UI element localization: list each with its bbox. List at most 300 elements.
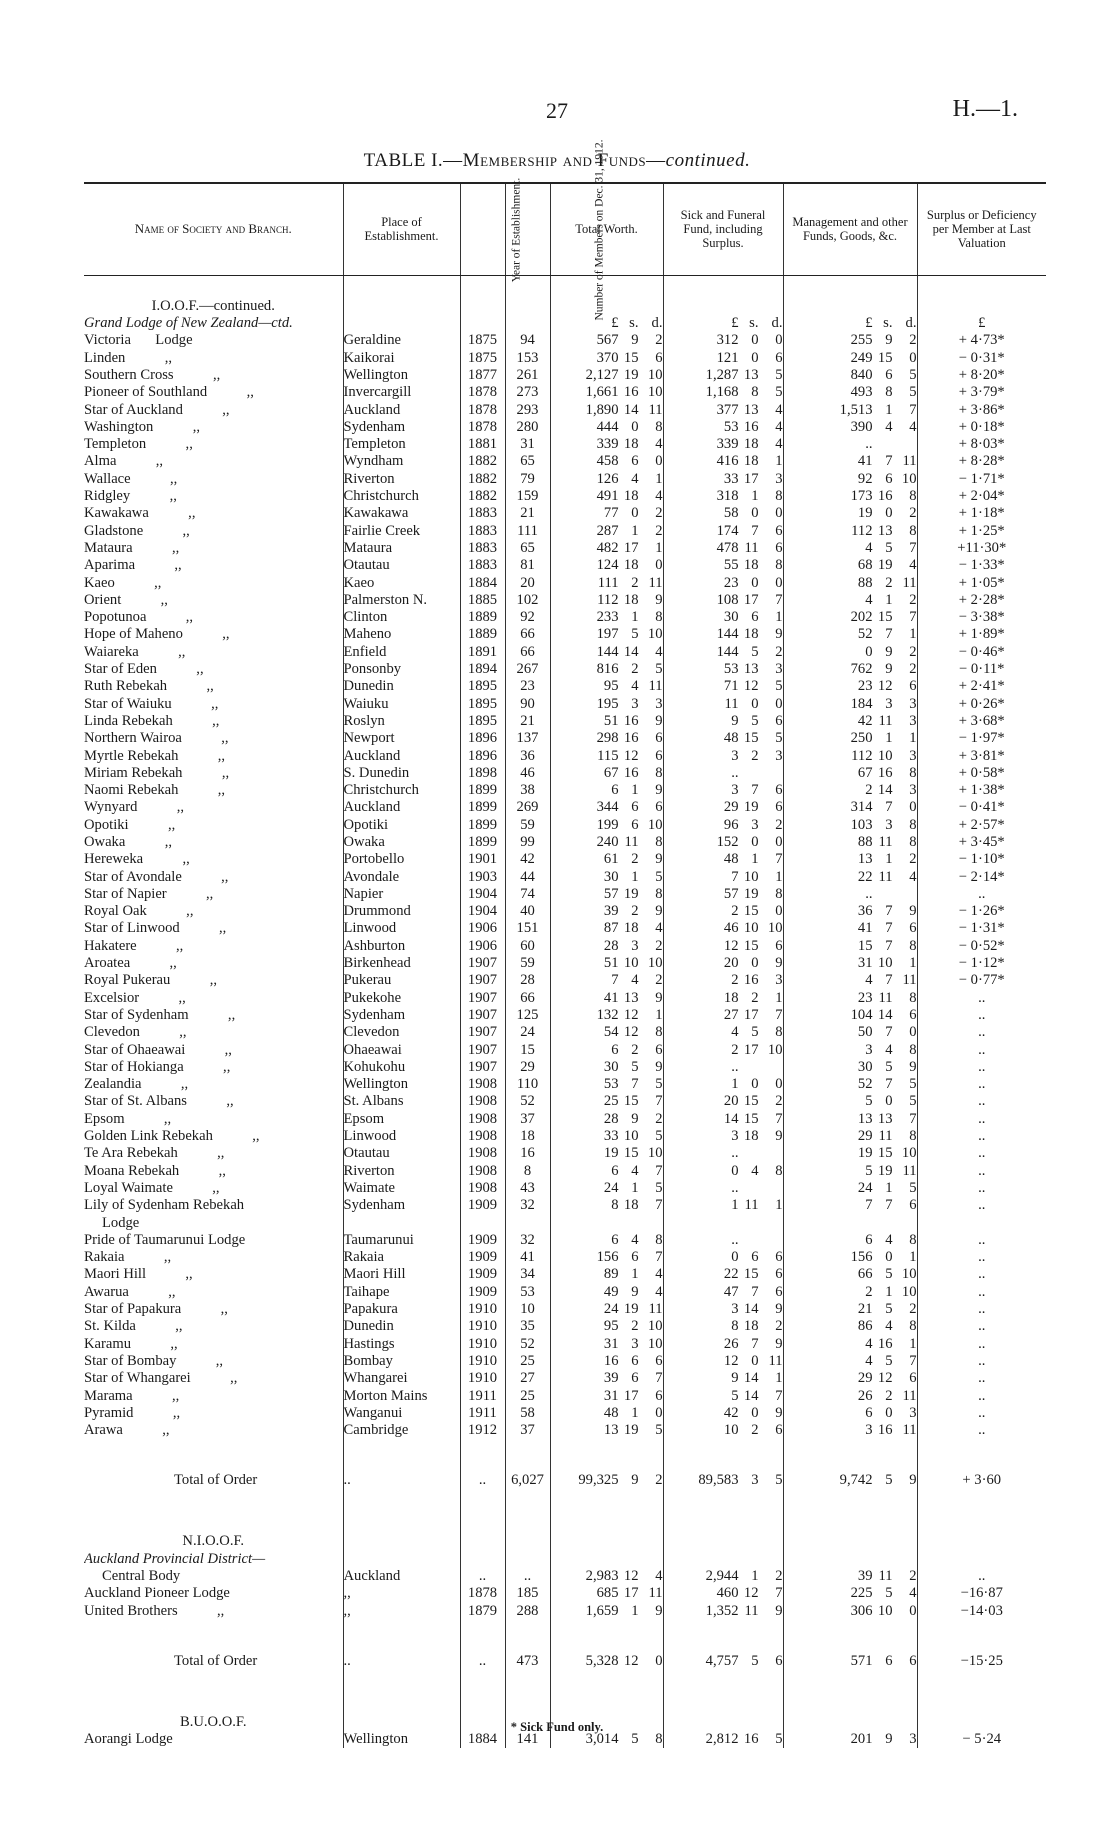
sick-fund-pence: 5: [775, 384, 783, 401]
year-cell: 1907: [460, 1041, 505, 1058]
members-cell: 10: [505, 1301, 550, 1318]
total-worth-cell: [550, 1283, 663, 1300]
mgmt-fund-shillings: 11: [878, 1567, 893, 1584]
year-cell: 1904: [460, 903, 505, 920]
mgmt-fund-cell: [783, 955, 917, 972]
branch-name-text: Kaeo: [84, 574, 115, 591]
branch-name-text: Star of Hokianga: [84, 1058, 184, 1075]
total-worth-shillings: 1: [631, 609, 639, 626]
members-cell: 37: [505, 1422, 550, 1439]
spacer-cell: [460, 275, 505, 298]
year-cell: 1883: [460, 522, 505, 539]
branch-name-text: Auckland Pioneer Lodge: [84, 1585, 230, 1602]
place-cell: St. Albans: [343, 1093, 460, 1110]
sick-fund-cell: [663, 367, 783, 384]
total-worth-amount: [571, 1076, 663, 1093]
total-worth-cell: [550, 1335, 663, 1352]
sick-fund-shillings: 15: [743, 730, 759, 747]
total-worth-shillings: 17: [623, 1387, 639, 1404]
mgmt-fund-cell: [783, 1318, 917, 1335]
sick-fund-cell: [663, 1585, 783, 1602]
table-row: [84, 488, 1046, 505]
sick-fund-cell: [663, 1387, 783, 1404]
year-cell: 1895: [460, 678, 505, 695]
ditto-mark: ,,: [223, 1058, 231, 1075]
branch-name-text: Pride of Taumarunui Lodge: [84, 1231, 246, 1248]
mgmt-fund-pounds: 36: [857, 903, 873, 920]
mgmt-fund-amount: [825, 505, 917, 522]
total-worth-shillings: 10: [623, 1128, 639, 1145]
mgmt-fund-pence: 5: [909, 384, 917, 401]
total-worth-amount: [571, 436, 663, 453]
mgmt-fund-pounds: 3: [865, 1422, 873, 1439]
total-worth-amount: [571, 575, 663, 592]
sick-fund-cell: [663, 1461, 783, 1489]
place-cell: Christchurch: [343, 782, 460, 799]
mgmt-fund-cell: [783, 367, 917, 384]
total-worth-cell: [550, 1422, 663, 1439]
members-cell: 46: [505, 765, 550, 782]
mgmt-fund-pence: 6: [909, 1652, 917, 1669]
mgmt-fund-cell: [783, 1145, 917, 1162]
total-worth-amount: [571, 955, 663, 972]
sick-fund-amount: [691, 453, 783, 470]
members-cell: 94: [505, 332, 550, 349]
surplus-cell: + 8·03*: [917, 436, 1046, 453]
branch-name-text: Lodge: [102, 1214, 140, 1231]
mgmt-fund-shillings: 7: [885, 1024, 893, 1041]
total-worth-pence: 10: [647, 366, 663, 383]
sick-fund-shillings: 13: [743, 366, 759, 383]
ditto-mark: ,,: [170, 1335, 178, 1352]
empty-cell: [663, 1550, 783, 1567]
mgmt-fund-cell: [783, 1585, 917, 1602]
table-row: [84, 1093, 1046, 1110]
mgmt-fund-pence: 8: [909, 816, 917, 833]
sick-fund-shillings: 5: [751, 712, 759, 729]
total-worth-amount: [571, 1370, 663, 1387]
table-row: [84, 1283, 1046, 1300]
sick-fund-pence: 1: [775, 868, 783, 885]
total-worth-pence: 10: [647, 1318, 663, 1335]
mgmt-fund-shillings: 1: [885, 591, 893, 608]
spacer-cell: [783, 1620, 917, 1642]
sick-fund-pounds: 57: [723, 885, 739, 902]
sick-fund-shillings: 8: [751, 384, 759, 401]
mgmt-fund-pounds: 50: [857, 1024, 873, 1041]
members-cell: 23: [505, 678, 550, 695]
sick-fund-amount: [691, 1111, 783, 1128]
sick-fund-amount: [691, 955, 783, 972]
total-worth-pence: 8: [655, 418, 663, 435]
total-worth-shillings: 7: [631, 1076, 639, 1093]
total-worth-cell: [550, 937, 663, 954]
mgmt-fund-amount: [825, 1370, 917, 1387]
branch-name-text: Gladstone: [84, 522, 144, 539]
total-worth-shillings: 15: [623, 1145, 639, 1162]
branch-name-text: Epsom: [84, 1110, 125, 1127]
mgmt-fund-pounds: 41: [857, 920, 873, 937]
mgmt-fund-cell: [783, 1162, 917, 1179]
year-cell: 1909: [460, 1197, 505, 1214]
sick-fund-cell: [663, 955, 783, 972]
spacer-row: [84, 1489, 1046, 1511]
place-cell: Waimate: [343, 1180, 460, 1197]
mgmt-fund-amount: [825, 955, 917, 972]
mgmt-fund-pence: 9: [909, 1058, 917, 1075]
branch-name-text: Owaka: [84, 834, 126, 850]
place-cell: ..: [343, 1642, 460, 1670]
total-worth-shillings: 6: [631, 816, 639, 833]
table-row: [84, 1145, 1046, 1162]
total-worth-pence: 8: [655, 834, 663, 850]
sick-fund-pence: 6: [775, 937, 783, 954]
place-cell: Portobello: [343, 851, 460, 868]
table-row: [84, 592, 1046, 609]
mgmt-fund-shillings: 14: [877, 782, 893, 799]
total-worth-pounds: 112: [597, 591, 619, 608]
sick-fund-shillings: 14: [743, 1301, 759, 1318]
members-cell: 267: [505, 661, 550, 678]
total-worth-shillings: 18: [623, 591, 639, 608]
year-cell: 1883: [460, 505, 505, 522]
branch-name-text: Star of St. Albans: [84, 1093, 187, 1110]
surplus-cell: ..: [917, 1301, 1046, 1318]
place-cell: Ashburton: [343, 937, 460, 954]
year-cell: 1878: [460, 419, 505, 436]
table-body: [84, 275, 1046, 1748]
total-worth-cell: [550, 1602, 663, 1619]
mgmt-fund-shillings: 3: [885, 816, 893, 833]
total-worth-cell: [550, 367, 663, 384]
sick-fund-pounds: 58: [723, 505, 739, 522]
branch-name: [84, 937, 343, 954]
total-worth-amount: [571, 782, 663, 799]
sick-fund-pounds: 0: [731, 1249, 739, 1266]
total-worth-pence: 6: [655, 1387, 663, 1404]
sick-fund-cell: [663, 989, 783, 1006]
members-cell: 29: [505, 1059, 550, 1076]
empty-cell: [460, 1533, 505, 1550]
sick-fund-currency-cell: [663, 315, 783, 332]
sick-fund-cell: [663, 1642, 783, 1670]
sick-fund-pence: 4: [775, 436, 783, 453]
sick-fund-pounds: 29: [723, 799, 739, 816]
ditto-mark: ,,: [230, 1370, 238, 1387]
sick-fund-shillings: 0: [751, 574, 759, 591]
members-cell: 66: [505, 643, 550, 660]
mgmt-fund-shillings: 1: [885, 1283, 893, 1300]
place-cell: Pukekohe: [343, 989, 460, 1006]
ditto-mark: ,,: [246, 384, 254, 401]
sick-fund-pence: 5: [775, 1731, 783, 1748]
mgmt-fund-shillings: 19: [877, 1162, 893, 1179]
sick-fund-amount: [691, 1284, 783, 1301]
branch-name-text: Hakatere: [84, 937, 137, 954]
total-worth-cell: [550, 989, 663, 1006]
mgmt-fund-pounds: 103: [850, 816, 873, 833]
sick-fund-amount: [691, 644, 783, 661]
total-worth-cell: [550, 1162, 663, 1179]
total-worth-shillings: 1: [631, 522, 639, 539]
surplus-cell: + 1·25*: [917, 522, 1046, 539]
mgmt-fund-shillings: 7: [885, 972, 893, 989]
total-worth-amount: [571, 523, 663, 540]
ditto-mark: ,,: [178, 989, 186, 1006]
section-subheading: [84, 315, 1046, 332]
total-worth-shillings: 9: [631, 1472, 639, 1489]
ditto-mark: ,,: [206, 678, 214, 695]
mgmt-fund-amount: [825, 817, 917, 834]
total-worth-amount: [571, 990, 663, 1007]
mgmt-fund-cell: [783, 1007, 917, 1024]
ditto-mark: ,,: [160, 591, 168, 608]
sick-fund-pence: 6: [775, 799, 783, 816]
mgmt-fund-pounds: 15: [857, 937, 873, 954]
total-worth-pence: 4: [655, 920, 663, 937]
total-worth-cell: [550, 1059, 663, 1076]
mgmt-fund-currency-cell: [783, 315, 917, 332]
mgmt-fund-shillings: 7: [885, 626, 893, 643]
table-row: [84, 643, 1046, 660]
surplus-cell: ..: [917, 1249, 1046, 1266]
year-cell: 1907: [460, 955, 505, 972]
surplus-cell: + 2·04*: [917, 488, 1046, 505]
sick-fund-amount: [691, 713, 783, 730]
sick-fund-amount: [691, 1266, 783, 1283]
sick-fund-pounds: 96: [723, 816, 739, 833]
total-worth-pence: 10: [647, 816, 663, 833]
sick-fund-shillings: 17: [743, 591, 759, 608]
total-worth-pounds: 6: [611, 1041, 619, 1058]
mgmt-fund-pence: 8: [909, 937, 917, 954]
members-cell: ..: [505, 1568, 550, 1585]
total-worth-cell: [550, 661, 663, 678]
total-worth-shillings: 9: [631, 1283, 639, 1300]
branch-name-text: Central Body: [102, 1567, 181, 1584]
mgmt-fund-pounds: 390: [850, 418, 873, 435]
total-worth-amount: [571, 1042, 663, 1059]
mgmt-fund-cell: [783, 851, 917, 868]
table-row: [84, 384, 1046, 401]
mgmt-fund-amount: [825, 834, 917, 851]
members-cell: 79: [505, 470, 550, 487]
total-worth-pounds: 28: [603, 1110, 619, 1127]
ditto-mark: ,,: [176, 937, 184, 954]
surplus-cell: + 1·05*: [917, 574, 1046, 591]
sick-fund-amount: [691, 350, 783, 367]
sick-fund-pounds: 55: [723, 557, 739, 574]
year-cell: 1891: [460, 643, 505, 660]
mgmt-fund-cell: [783, 1110, 917, 1127]
mgmt-fund-cell: [783, 557, 917, 574]
mgmt-fund-pence: 11: [902, 1162, 917, 1179]
total-worth-pence: 4: [655, 1266, 663, 1283]
total-worth-shillings: 10: [623, 955, 639, 972]
sick-fund-shillings: 15: [743, 903, 759, 920]
mgmt-fund-pounds: 9,742: [839, 1472, 873, 1489]
total-worth-pence: 10: [647, 384, 663, 401]
members-cell: 20: [505, 574, 550, 591]
total-worth-shillings: 19: [623, 366, 639, 383]
members-cell: 15: [505, 1041, 550, 1058]
sick-fund-pounds: 2,944: [705, 1567, 739, 1584]
branch-name-text: Templeton: [84, 436, 147, 453]
branch-name-text: Karamu: [84, 1335, 132, 1352]
branch-name-text: Marama: [84, 1387, 133, 1404]
sick-fund-pence: 0: [775, 695, 783, 712]
sick-fund-shillings: 15: [743, 1266, 759, 1283]
mgmt-fund-shillings: 10: [877, 747, 893, 764]
empty-cell: [343, 1550, 460, 1567]
total-worth-cell: [550, 972, 663, 989]
sick-fund-amount: [691, 1007, 783, 1024]
mgmt-fund-pounds: 202: [850, 609, 873, 626]
year-cell: 1883: [460, 557, 505, 574]
total-worth-shillings: 12: [623, 747, 639, 764]
total-worth-cell: [550, 592, 663, 609]
col-name-header: Name of Society and Branch.: [84, 183, 343, 275]
sick-fund-pounds: 2: [731, 903, 739, 920]
mgmt-fund-amount: [825, 626, 917, 643]
year-cell: 1899: [460, 834, 505, 851]
sick-fund-pounds: 2,812: [705, 1731, 739, 1748]
place-cell: Opotiki: [343, 816, 460, 833]
spacer-cell: [550, 1692, 663, 1714]
sick-fund-pounds: 26: [723, 1335, 739, 1352]
sick-fund-cell: [663, 1007, 783, 1024]
total-worth-pounds: 49: [603, 1283, 619, 1300]
members-cell: 59: [505, 955, 550, 972]
table-row: [84, 678, 1046, 695]
spacer-cell: [84, 1511, 343, 1533]
col-year-header: Year of Establishment.: [460, 183, 505, 275]
place-cell: Ohaeawai: [343, 1041, 460, 1058]
total-worth-shillings: 19: [623, 1422, 639, 1439]
sick-fund-shillings: 16: [743, 418, 759, 435]
sick-fund-pounds: 47: [723, 1283, 739, 1300]
mgmt-fund-pounds: 4: [865, 539, 873, 556]
mgmt-fund-pounds: 571: [850, 1652, 873, 1669]
table-row: [84, 903, 1046, 920]
sick-fund-pence: 6: [775, 539, 783, 556]
spacer-cell: [343, 1489, 460, 1511]
mgmt-fund-pounds: 52: [857, 626, 873, 643]
spacer-cell: [505, 1620, 550, 1642]
mgmt-fund-pounds: 249: [850, 349, 873, 366]
mgmt-fund-pence: 0: [909, 349, 917, 366]
sick-fund-amount: [691, 1180, 783, 1197]
sick-fund-pounds: 22: [723, 1266, 739, 1283]
total-worth-cell: [550, 1353, 663, 1370]
ditto-mark: ,,: [217, 782, 226, 799]
sick-fund-cell: [663, 1232, 783, 1249]
table-row: [84, 505, 1046, 522]
sick-fund-shillings: 10: [743, 868, 759, 885]
total-worth-amount: [571, 938, 663, 955]
mgmt-fund-pounds: 2: [865, 782, 873, 799]
sick-fund-shillings: 16: [743, 1731, 759, 1748]
sick-fund-pence: 9: [775, 1128, 783, 1145]
sick-fund-shillings: 12: [743, 1585, 759, 1602]
total-worth-cell: [550, 1180, 663, 1197]
place-cell: Roslyn: [343, 713, 460, 730]
spacer-cell: [343, 1692, 460, 1714]
sick-fund-currency-pounds: £: [731, 315, 739, 332]
place-cell: Wanganui: [343, 1405, 460, 1422]
year-cell: ..: [460, 1568, 505, 1585]
total-worth-cell: [550, 332, 663, 349]
total-worth-pounds: 19: [603, 1145, 619, 1162]
mgmt-fund-pounds: 762: [850, 661, 873, 678]
members-cell: 59: [505, 816, 550, 833]
surplus-cell: − 1·12*: [917, 955, 1046, 972]
mgmt-fund-pounds: 306: [850, 1602, 873, 1619]
place-cell: Taumarunui: [343, 1232, 460, 1249]
sick-fund-cell: [663, 1180, 783, 1197]
year-cell: 1908: [460, 1162, 505, 1179]
sick-fund-cell: [663, 401, 783, 418]
total-worth-amount: [571, 1301, 663, 1318]
mgmt-fund-amount: [825, 972, 917, 989]
total-worth-shillings: 3: [631, 695, 639, 712]
ditto-mark: ,,: [221, 730, 229, 747]
members-cell: 74: [505, 886, 550, 903]
sick-fund-pence: 5: [775, 730, 783, 747]
mgmt-fund-shillings: 16: [877, 764, 893, 781]
sick-fund-pounds: 7: [731, 868, 739, 885]
branch-name-text: Aroatea: [84, 955, 131, 972]
total-worth-shillings: 1: [631, 1602, 639, 1619]
spacer-cell: [663, 1439, 783, 1461]
mgmt-fund-shillings: 10: [877, 955, 893, 972]
sick-fund-amount: [691, 1472, 783, 1489]
ditto-mark: ,,: [227, 1006, 236, 1023]
branch-name-text: Star of Avondale: [84, 868, 182, 885]
sick-fund-pounds: ..: [731, 1145, 739, 1162]
total-worth-pounds: 8: [611, 1197, 619, 1214]
mgmt-fund-pounds: 13: [857, 1110, 873, 1127]
total-worth-shillings: 6: [631, 1352, 639, 1369]
ditto-mark: ,,: [169, 955, 177, 972]
sick-fund-amount: [691, 990, 783, 1007]
total-worth-cell: [550, 453, 663, 470]
members-cell: 137: [505, 730, 550, 747]
branch-name: [84, 695, 343, 712]
total-worth-shillings: 18: [623, 436, 639, 453]
spacer-cell: [84, 1620, 343, 1642]
table-row: [84, 955, 1046, 972]
branch-name: [84, 488, 343, 505]
total-worth-pence: 5: [655, 661, 663, 678]
total-worth-pounds: 89: [603, 1266, 619, 1283]
branch-name-text: Star of Ohaeawai: [84, 1041, 186, 1058]
table-row: [84, 1568, 1046, 1585]
mgmt-fund-pence: 7: [909, 1110, 917, 1127]
branch-name: [84, 1076, 343, 1093]
year-cell: 1910: [460, 1318, 505, 1335]
table-row: [84, 1162, 1046, 1179]
total-worth-amount: [571, 765, 663, 782]
sick-fund-shillings: 16: [743, 972, 759, 989]
sick-fund-shillings: 0: [751, 1404, 759, 1421]
branch-name: [84, 1585, 343, 1602]
branch-name-text: Orient: [84, 591, 122, 608]
total-worth-shillings: 1: [631, 1266, 639, 1283]
total-worth-cell: [550, 955, 663, 972]
mgmt-fund-amount: [825, 367, 917, 384]
branch-name-text: Royal Pukerau: [84, 972, 171, 989]
